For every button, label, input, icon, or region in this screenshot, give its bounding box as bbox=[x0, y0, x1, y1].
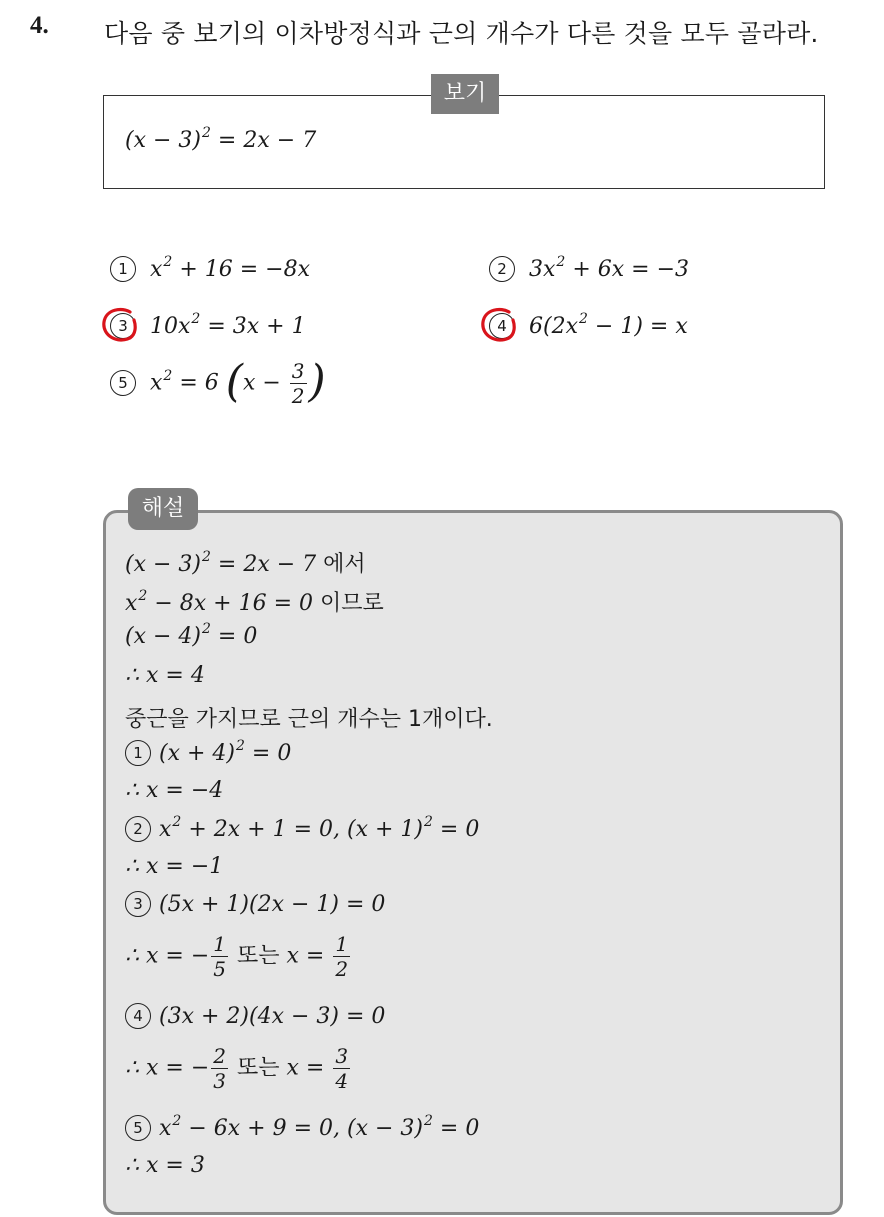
solution-line-1: $(x - 3)^2 = 2x - 7$ 에서 bbox=[125, 549, 366, 577]
solution-tag: 해설 bbox=[128, 488, 198, 530]
circle-number-2: 2 bbox=[489, 256, 515, 282]
choice-5-inner: x − bbox=[242, 370, 288, 396]
solution-line-6: 1 $(x + 4)^2 = 0$ bbox=[125, 740, 291, 766]
solution-line-2: $x^2 - 8x + 16 = 0$ 이므로 bbox=[125, 588, 384, 616]
choice-2[interactable]: 2 $3x^2 + 6x = -3$ bbox=[489, 256, 689, 282]
choice-1[interactable]: 1 $x^2 + 16 = -8x$ bbox=[110, 256, 310, 282]
circle-number-3: 3 bbox=[110, 313, 136, 339]
choice-5-lhs: x bbox=[150, 370, 163, 396]
choice-3-rhs: = 3x + 1 bbox=[200, 314, 306, 339]
left-paren: ( bbox=[225, 356, 243, 407]
choice-2-lhs: 3x bbox=[529, 257, 556, 282]
choice-1-lhs: x bbox=[150, 257, 163, 282]
solution-line-14: 5 $x^2 - 6x + 9 = 0$, $(x - 3)^2 = 0$ bbox=[125, 1115, 479, 1141]
solution-line-7: ∴ x = −4 bbox=[125, 778, 224, 803]
circle-number-5: 5 bbox=[110, 370, 136, 396]
choice-3-lhs: 10x bbox=[150, 314, 191, 339]
bogi-equation: $(x - 3)^2 = 2x - 7$ bbox=[125, 125, 317, 153]
red-circle-mark-3 bbox=[100, 306, 138, 344]
solution-line-13: ∴ x = − $\frac{2}{3}$ 또는 x = $\frac{3}{4}$ bbox=[125, 1044, 349, 1093]
solution-line-3: $(x - 4)^2 = 0$ bbox=[125, 621, 258, 649]
red-circle-mark-4 bbox=[479, 306, 517, 344]
solution-line-15: ∴ x = 3 bbox=[125, 1153, 205, 1178]
question-text: 다음 중 보기의 이차방정식과 근의 개수가 다른 것을 모두 골라라. bbox=[104, 19, 819, 48]
question-number: 4. bbox=[30, 12, 49, 39]
solution-line-12: 4 (3x + 2)(4x − 3) = 0 bbox=[125, 1003, 385, 1029]
choice-4-rhs: − 1) = x bbox=[587, 314, 688, 339]
right-paren: ) bbox=[308, 356, 326, 407]
choice-1-rhs: + 16 = −8x bbox=[172, 257, 311, 282]
circle-number-1: 1 bbox=[110, 256, 136, 282]
solution-line-11: ∴ x = − $\frac{1}{5}$ 또는 x = $\frac{1}{2}$ bbox=[125, 932, 349, 981]
choice-3[interactable]: 3 $10x^2 = 3x + 1$ bbox=[110, 313, 306, 339]
choice-5-rhs: = 6 bbox=[172, 370, 219, 396]
bogi-tag: 보기 bbox=[431, 74, 499, 114]
solution-line-10: 3 (5x + 1)(2x − 1) = 0 bbox=[125, 891, 385, 917]
choice-5[interactable]: 5 $x^2 = 6$ (x − $\frac{3}{2}$ ) bbox=[110, 358, 326, 409]
choice-2-rhs: + 6x = −3 bbox=[565, 257, 690, 282]
fraction: $\frac{3}{2}$ bbox=[291, 359, 305, 408]
circle-number-4: 4 bbox=[489, 313, 515, 339]
solution-line-9: ∴ x = −1 bbox=[125, 854, 224, 879]
solution-line-5: 중근을 가지므로 근의 개수는 1개이다. bbox=[125, 707, 493, 732]
choice-4-lhs: 6(2x bbox=[529, 314, 578, 339]
choice-4[interactable]: 4 $6(2x^2 - 1) = x$ bbox=[489, 313, 688, 339]
solution-line-4: ∴ x = 4 bbox=[125, 663, 205, 688]
solution-line-8: 2 $x^2 + 2x + 1 = 0$, $(x + 1)^2 = 0$ bbox=[125, 816, 479, 842]
